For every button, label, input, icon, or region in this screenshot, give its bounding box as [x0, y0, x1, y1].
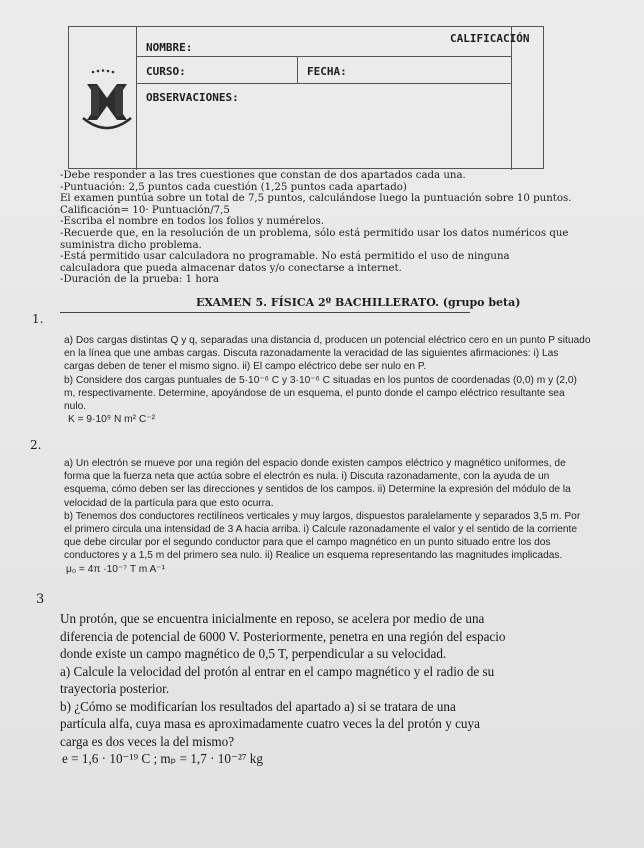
q3-line: trayectoria posterior.: [60, 681, 170, 696]
q2-line: velocidad de la partícula para que esto ocurra.: [64, 497, 274, 509]
q2-line: esquema, cómo deben ser las direcciones y sentidos de los campos. ii) Determine la expresión del módulo de la: [64, 484, 571, 496]
q2-line: a) Un electrón se mueve por una región del espacio donde existen campos eléctrico y magnético uniformes, de: [64, 458, 566, 469]
observaciones-label: OBSERVACIONES:: [146, 91, 239, 104]
school-logo-icon: [69, 27, 137, 170]
divider: [137, 56, 511, 57]
instruction-line: -Debe responder a las tres cuestiones que constan de dos apartados cada una.: [60, 170, 466, 181]
q2-line: que debe circular por el segundo conductor para que el campo magnético en un punto situado entre los dos: [64, 537, 551, 549]
title-underline: [60, 312, 470, 313]
nombre-label: NOMBRE:: [146, 41, 193, 54]
q3-line: b) ¿Cómo se modificarían los resultados del apartado a) si se tratara de una: [60, 698, 456, 714]
q2-line: b) Tenemos dos conductores rectilíneos verticales y muy largos, dispuestos paralelamente y separados 3,5 m. Por: [64, 510, 581, 522]
q3-line: a) Calcule la velocidad del protón al entrar en el campo magnético y el radio de su: [60, 663, 495, 679]
calificacion-label: CALIFICACIÓN: [450, 32, 530, 45]
school-logo: [69, 27, 137, 170]
instruction-line: calculadora que pueda almacenar datos y/o conectarse a internet.: [60, 262, 402, 274]
question-3-text: [60, 610, 506, 768]
q1-line: m, respectivamente. Determine, apoyándose de un esquema, el punto donde el campo eléctrico resultante sea: [64, 387, 565, 399]
instruction-line: -Está permitido usar calculadora no programable. No está permitido el uso de ninguna: [60, 251, 510, 263]
instruction-line: -Duración de la prueba: 1 hora: [60, 274, 219, 286]
q1-line: a) Dos cargas distintas Q y q, separadas una distancia d, producen un potencial eléctrico cero en un punto P situado: [64, 335, 591, 346]
instruction-line: -Recuerde que, en la resolución de un problema, sólo está permitido usar los datos numéricos que: [60, 227, 569, 239]
q1-line: cargas deben de tener el mismo signo. ii) El campo eléctrico debe ser nulo en P.: [64, 361, 427, 373]
instructions: [60, 170, 600, 286]
q2-line: el primero circula una intensidad de 3 A hacia arriba. i) Calcule razonadamente el valor y el sentido de la corriente: [64, 524, 578, 536]
question-1-text: [64, 334, 591, 426]
q1-line: nulo.: [64, 401, 87, 413]
header-fields: [137, 27, 512, 170]
fecha-label: FECHA:: [307, 65, 347, 78]
q3-line: diferencia de potencial de 6000 V. Posteriormente, penetra en una región del espacio: [60, 628, 506, 644]
instruction-line: suministra dicho problema.: [60, 239, 202, 251]
instruction-line: El examen puntúa sobre un total de 7,5 puntos, calculándose luego la puntuación sobre 10 puntos.: [60, 193, 572, 205]
instruction-line: Calificación= 10· Puntuación/7,5: [60, 204, 230, 216]
q2-line: forma que la fuerza neta que actúa sobre el electrón es nula. i) Discuta razonadamente, con la ayuda de un: [64, 471, 550, 483]
q3-line: carga es dos veces la del mismo?: [60, 733, 235, 749]
q3-line: donde existe un campo magnético de 0,5 T, perpendicular a su velocidad.: [60, 646, 447, 661]
instruction-line: -Escriba el nombre en todos los folios y numérelos.: [60, 216, 324, 228]
header-table: [68, 26, 544, 169]
q2-line: conductores y a 1,5 m del primero sea nulo. ii) Realice un esquema representando las magnitudes implicadas.: [64, 550, 563, 562]
q1-line: en la línea que une ambas cargas. Discuta razonadamente la veracidad de las siguientes afirmaciones: i) Las: [64, 348, 559, 360]
q3-line: partícula alfa, cuya masa es aproximadamente cuatro veces la del protón y cuya: [60, 716, 480, 731]
q3-line: Un protón, que se encuentra inicialmente en reposo, se acelera por medio de una: [60, 611, 485, 626]
exam-title: EXAMEN 5. FÍSICA 2º BACHILLERATO. (grupo beta): [196, 296, 521, 309]
q1-line: b) Considere dos cargas puntuales de 5·10⁻⁶ C y 3·10⁻⁶ C situadas en los puntos de coordenadas (0,0) m y (2,0): [64, 374, 577, 386]
curso-label: CURSO:: [146, 65, 186, 78]
divider: [137, 83, 511, 84]
divider: [297, 56, 298, 83]
q2-constant: μ₀ = 4π ·10⁻⁷ T m A⁻¹: [66, 563, 166, 575]
question-2-text: [64, 457, 580, 576]
question-1-number: 1.: [32, 312, 44, 326]
question-2-number: 2.: [30, 438, 42, 452]
question-3-number: 3: [36, 592, 45, 607]
q3-constants: e = 1,6 · 10⁻¹⁹ C ; mₚ = 1,7 · 10⁻²⁷ kg: [62, 751, 263, 766]
instruction-line: -Puntuación: 2,5 puntos cada cuestión (1,25 puntos cada apartado): [60, 181, 407, 193]
q1-constant: K = 9·10⁹ N m² C⁻²: [68, 414, 156, 426]
